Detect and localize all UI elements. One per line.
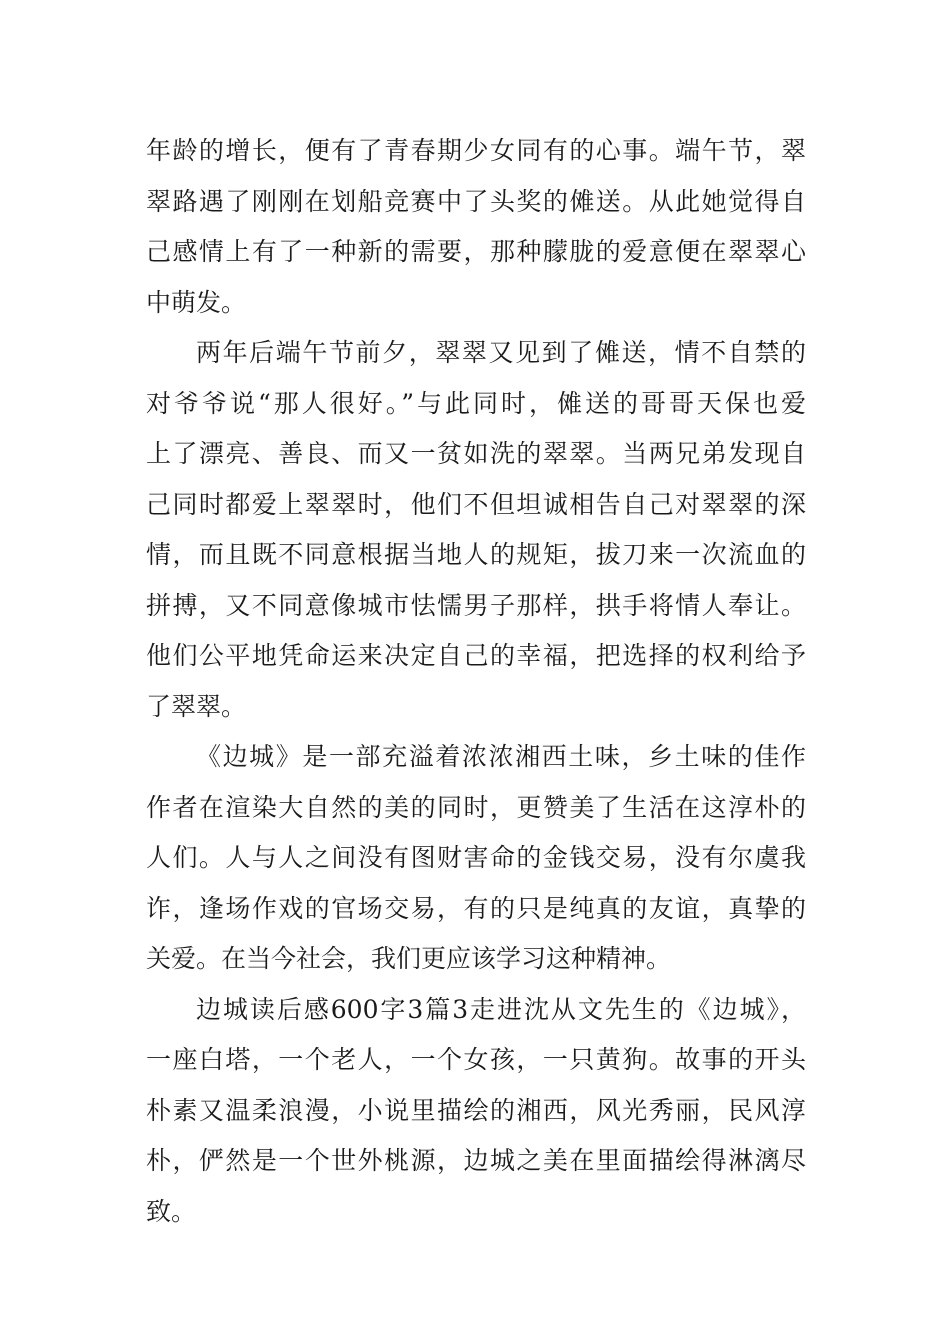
paragraph-2-line-1: 两年后端午节前夕，翠翠又见到了傩送，情不自禁的: [196, 338, 806, 367]
paragraph-3-line-3: 人们。人与人之间没有图财害命的金钱交易，没有尔虞我: [146, 843, 806, 872]
paragraph-4-line-1: 边城读后感600字3篇3走进沈从文先生的《边城》，: [196, 994, 806, 1024]
paragraph-3-line-1: 《边城》是一部充溢着浓浓湘西土味，乡土味的佳作: [196, 742, 806, 771]
paragraph-1-line-1: 年龄的增长，便有了青春期少女同有的心事。端午节，翠: [146, 136, 806, 165]
paragraph-2-line-8: 了翠翠。: [146, 691, 247, 721]
paragraph-2-line-6: 拼搏，又不同意像城市怯懦男子那样，拱手将情人奉让。: [146, 590, 806, 620]
paragraph-3-line-4: 诈，逢场作戏的官场交易，有的只是纯真的友谊，真挚的: [146, 893, 806, 923]
paragraph-1-line-4: 中萌发。: [146, 287, 247, 317]
paragraph-2-line-2: 对爷爷说“那人很好。”与此同时，傩送的哥哥天保也爱: [146, 388, 806, 418]
paragraph-1-line-2: 翠路遇了刚刚在划船竞赛中了头奖的傩送。从此她觉得自: [146, 186, 806, 216]
paragraph-2-line-5: 情，而且既不同意根据当地人的规矩，拔刀来一次流血的: [146, 540, 806, 569]
paragraph-3-line-5: 关爱。在当今社会，我们更应该学习这种精神。: [146, 944, 672, 973]
paragraph-4-line-4: 朴，俨然是一个世外桃源，边城之美在里面描绘得淋漓尽: [146, 1146, 806, 1175]
paragraph-4-line-3: 朴素又温柔浪漫，小说里描绘的湘西，风光秀丽，民风淳: [146, 1095, 806, 1125]
paragraph-2-line-4: 己同时都爱上翠翠时，他们不但坦诚相告自己对翠翠的深: [146, 489, 806, 519]
paragraph-4-line-5: 致。: [146, 1196, 197, 1226]
paragraph-1-line-3: 己感情上有了一种新的需要，那种朦胧的爱意便在翠翠心: [146, 237, 806, 266]
paragraph-2-line-3: 上了漂亮、善良、而又一贫如洗的翠翠。当两兄弟发现自: [146, 439, 806, 468]
paragraph-2-line-7: 他们公平地凭命运来决定自己的幸福，把选择的权利给予: [146, 641, 806, 670]
paragraph-4-line-2: 一座白塔，一个老人，一个女孩，一只黄狗。故事的开头: [146, 1045, 806, 1074]
document-body: [146, 126, 806, 1237]
paragraph-3-line-2: 作者在渲染大自然的美的同时，更赞美了生活在这淳朴的: [146, 792, 806, 822]
